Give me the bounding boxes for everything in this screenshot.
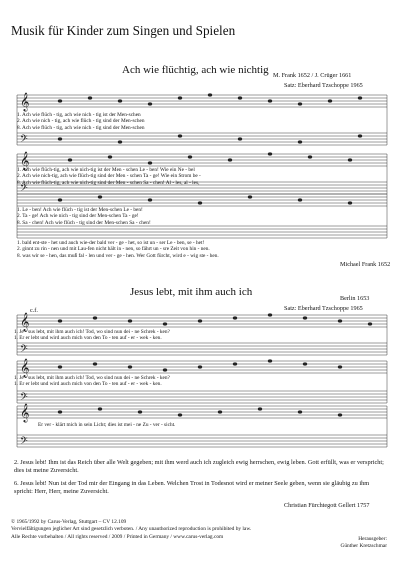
song1-sys3-lyrics <box>17 207 151 226</box>
song1-credit-author: M. Frank 1652 / J. Crüger 1661 <box>273 72 352 79</box>
lyric-line: 8. was wir se - hen, das muß fal - len und ver - ge - hen. Wer Gott fürcht, wird e - wig ste - hen. <box>17 252 219 259</box>
song1-title: Ach wie flüchtig, ach wie nichtig <box>122 64 269 76</box>
bass-clef-icon: 𝄢 <box>20 133 28 147</box>
lyric-line: 1. bald ent-ste - het und auch wie-der bald ver - ge - het, so ist un - ser Le - ben, se - het! <box>17 240 205 246</box>
treble-clef-icon: 𝄞 <box>20 358 30 377</box>
staff-song1-sys2-top <box>17 154 387 166</box>
song2-sys2-lyrics <box>14 375 170 388</box>
lyric-line: 2. Ta - ge! Ach wie nich - tig sind der Men-schen Ta - ge! <box>17 213 139 220</box>
footer-copyright <box>11 519 251 541</box>
page-header: Musik für Kinder zum Singen und Spielen <box>11 23 236 38</box>
lyric-line: 8. Ach wie flüch-tig, ach wie nich-tig sind der Men - schen Sa - chen! Al - les, al - les, <box>17 179 200 186</box>
song1-sys2-lyrics <box>17 167 201 186</box>
staff-song2-sys3-bottom <box>17 435 387 447</box>
staff-song1-sys3-bottom <box>17 226 387 238</box>
song2-verse-6: 6. Jesus lebt! Nun ist der Tod mir der Eingang in das Leben. Welchen Trost in Todesnot wird er meiner Seele geben, wenn sie gläubig zu ihm spricht: Herr, Herr, meine Zuversicht. <box>14 480 370 495</box>
copyright-line: © 1965/1992 by Carus-Verlag, Stuttgart – CV 12.109 <box>11 519 127 525</box>
song1-closing-credit: Michael Frank 1652 <box>340 261 391 268</box>
staff-song2-sys1-bottom <box>17 343 387 355</box>
song2-verse-2: 2. Jesus lebt! Ihm ist das Reich über alle Welt gegeben; mit ihm werd auch ich zugleich ewig herrschen, ewig leben. Gott erfüllt, was er verspricht; dies ist meine Zuversicht. <box>14 459 384 474</box>
footer-editor <box>340 536 387 551</box>
song2-credit-setting: Satz: Eberhard Tzschoppe 1965 <box>284 305 363 312</box>
staff-song1-sys1-bottom <box>17 133 387 145</box>
bass-clef-icon: 𝄢 <box>20 435 28 449</box>
bass-clef-icon: 𝄢 <box>20 343 28 357</box>
song1-credit-setting: Satz: Eberhard Tzschoppe 1965 <box>284 82 363 89</box>
lyric-line: 1. Er er lebt und wird auch mich von den To - ten auf - er - wek - ken. <box>14 335 162 342</box>
lyric-line: 1. Ach wie flüch - tig, ach wie nich - tig ist der Men-schen <box>17 112 141 118</box>
song2-title: Jesus lebt, mit ihm auch ich <box>130 286 253 298</box>
editor-name: Günther Kretzschmar <box>340 543 387 550</box>
lyric-line: 1. Le - ben! Ach wie flüch - tig ist der Men-schen Le - ben! <box>17 207 143 213</box>
lyric-line: 1. Je - sus lebt, mit ihm auch ich! Tod, wo sind nun dei - ne Schrek - ken? <box>14 375 170 381</box>
lyric-line: 8. Sa - chen! Ach wie flüch - tig sind der Men-schen Sa - chen! <box>17 219 151 226</box>
song1-sys3-tail-lyrics <box>17 240 219 259</box>
staff-song2-sys2-bottom <box>17 391 387 403</box>
song2-credit-year: Berlin 1653 <box>340 295 370 302</box>
bass-clef-icon: 𝄢 <box>20 182 28 196</box>
song1-sys1-lyrics <box>17 112 145 131</box>
treble-clef-icon: 𝄞 <box>20 312 30 331</box>
lyric-line: 1. Je - sus lebt, mit ihm auch ich! Tod, wo sind nun dei - ne Schrek - ken? <box>14 329 170 335</box>
treble-clef-icon: 𝄞 <box>20 151 30 170</box>
treble-clef-icon: 𝄞 <box>20 92 30 111</box>
lyric-line: 2. ginnt zu rin - nen und mit Lau-fen nicht hält in - nen, so fährt un - sre Zeit von hin - nen. <box>17 246 210 253</box>
legal-notice: Vervielfältigungen jeglicher Art sind gesetzlich verboten. / Any unauthorized reproduction is prohibited by law. <box>11 526 252 533</box>
editor-label: Herausgeber: <box>358 536 387 542</box>
song2-closing-credit: Christian Fürchtegott Gellert 1757 <box>284 502 370 509</box>
bass-clef-icon: 𝄢 <box>20 391 28 405</box>
lyric-line: 1. Ach wie flüch-tig, ach wie nich-tig ist der Men - schen Le - ben! Wie ein Ne - bel <box>17 167 195 173</box>
song2-time-signature: c.f. <box>30 307 38 314</box>
song2-sys3-lyrics: Er ver - klärt mich in sein Licht; dies ist mei - ne Zu - ver - sicht. <box>38 422 176 428</box>
lyric-line: 8. Ach wie flüch - tig, ach wie nich - tig sind der Men-schen <box>17 124 145 131</box>
lyric-line: 2. Ach wie nich-tig, ach wie flüch-tig sind der Men - schen Ta - ge! Wie ein Strom be - <box>17 173 201 180</box>
song2-sys1-lyrics <box>14 329 170 342</box>
staff-song1-sys3-top <box>17 194 387 206</box>
lyric-line: 1. Er er lebt und wird auch mich von den To - ten auf - er - wek - ken. <box>14 381 162 388</box>
treble-clef-icon: 𝄞 <box>20 403 30 422</box>
rights-line: Alle Rechte vorbehalten / All rights reserved / 2009 / Printed in Germany / www.carus-verlag.com <box>11 533 224 540</box>
staff-song2-sys3-top <box>17 406 387 418</box>
lyric-line: 2. Ach wie nich - tig, ach wie flüch - tig sind der Men-schen <box>17 118 145 125</box>
